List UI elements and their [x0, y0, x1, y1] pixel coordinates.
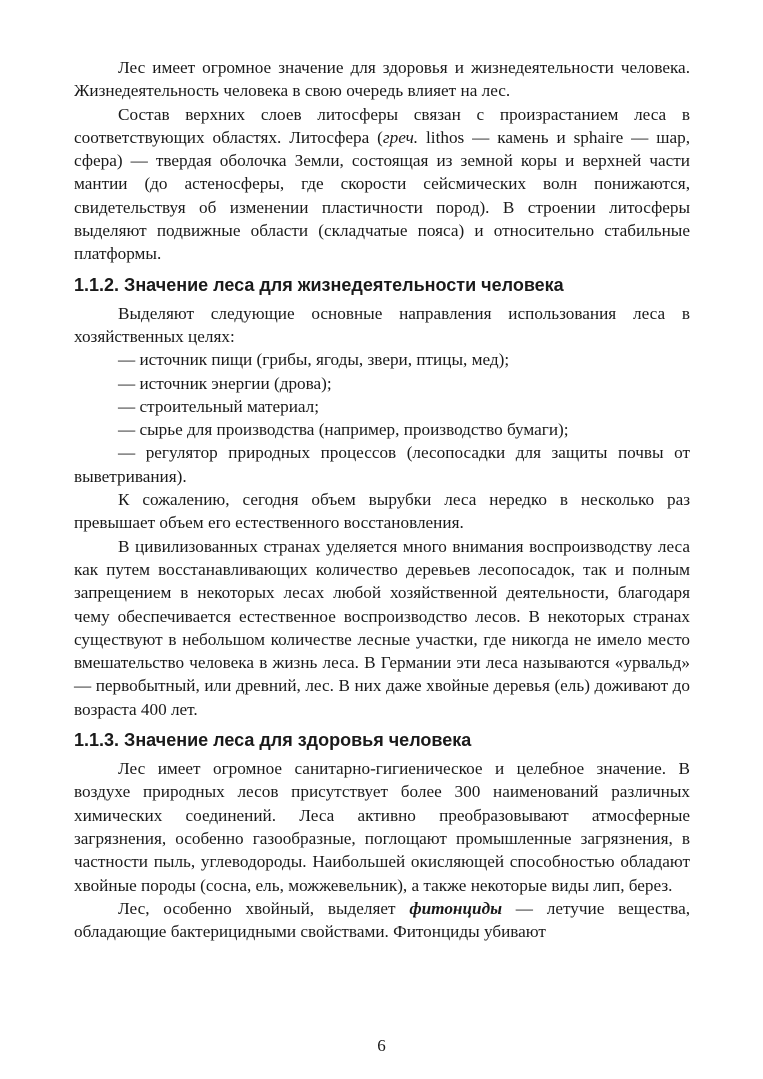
- list-item: — источник пищи (грибы, ягоды, звери, птицы, мед);: [118, 350, 510, 370]
- intro-p2-before: Состав верхних слоев литосферы связан с произрастанием леса в соответствующих областях. Литосфера (: [74, 104, 690, 147]
- intro-p2-greek: греч.: [382, 127, 419, 147]
- page-body: [74, 56, 690, 943]
- section-113-paragraph-2: [74, 897, 690, 944]
- phytoncides-term: фитонциды: [409, 898, 503, 918]
- section-112-heading: 1.1.2. Значение леса для жизнедеятельности человека: [74, 274, 564, 295]
- section-113-heading: 1.1.3. Значение леса для здоровья человека: [74, 730, 472, 751]
- section-113-paragraph-1: Лес имеет огромное санитарно-гигиеническое и целебное значение. В воздухе природных лесов присутствует более 300 наименований различных химических соединений. Леса активно преобразовывают атмосферные загрязнения, особенно газообразные, поглощают промышленные загрязнения, в частности пыль, углеводороды. Наибольшей окисляющей способностью обладают хвойные породы (сосна, ель, можжевельник), а также некоторые виды лип, берез.: [74, 759, 690, 895]
- section-113-p2-before: Лес, особенно хвойный, выделяет: [118, 898, 410, 918]
- list-item: — строительный материал;: [118, 396, 320, 416]
- section-112-paragraph-2: К сожалению, сегодня объем вырубки леса нередко в несколько раз превышает объем его естественного восстановления.: [74, 490, 690, 533]
- intro-p2-after: lithos — камень и sphaire — шар, сфера) — твердая оболочка Земли, состоящая из земной коры и верхней части мантии (до астеносферы, где скорости сейсмических волн понижаются, свидетельствуя об изменении пластичности пород). В строении литосферы выделяют подвижные области (складчатые пояса) и относительно стабильные платформы.: [74, 127, 690, 264]
- list-item: — регулятор природных процессов (лесопосадки для защиты почвы от выветривания).: [74, 443, 690, 486]
- list-item: — источник энергии (дрова);: [118, 373, 332, 393]
- section-112-paragraph-3: В цивилизованных странах уделяется много внимания воспроизводству леса как путем восстанавливающих количество деревьев лесопосадок, так и полным запрещением в некоторых лесах любой хозяйственной деятельности, благодаря чему обеспечивается естественное воспроизводство лесов. В некоторых странах существуют в небольшом количестве лесные участки, где никогда не имело место вмешательство человека в жизнь леса. В Германии эти леса называются «урвальд» — первобытный, или древний, лес. В них даже хвойные деревья (ель) доживают до возраста 400 лет.: [74, 536, 690, 719]
- intro-paragraph-1: Лес имеет огромное значение для здоровья и жизнедеятельности человека. Жизнедеятельность человека в свою очередь влияет на лес.: [74, 58, 690, 101]
- intro-paragraph-2: [74, 103, 690, 266]
- list-item: — сырье для производства (например, производство бумаги);: [118, 420, 569, 440]
- section-112-paragraph-1: Выделяют следующие основные направления использования леса в хозяйственных целях:: [74, 303, 690, 346]
- section-113-p2-after: — летучие вещества, обладающие бактерицидными свойствами. Фитонциды убивают: [74, 898, 690, 942]
- page-number: 6: [377, 1036, 386, 1055]
